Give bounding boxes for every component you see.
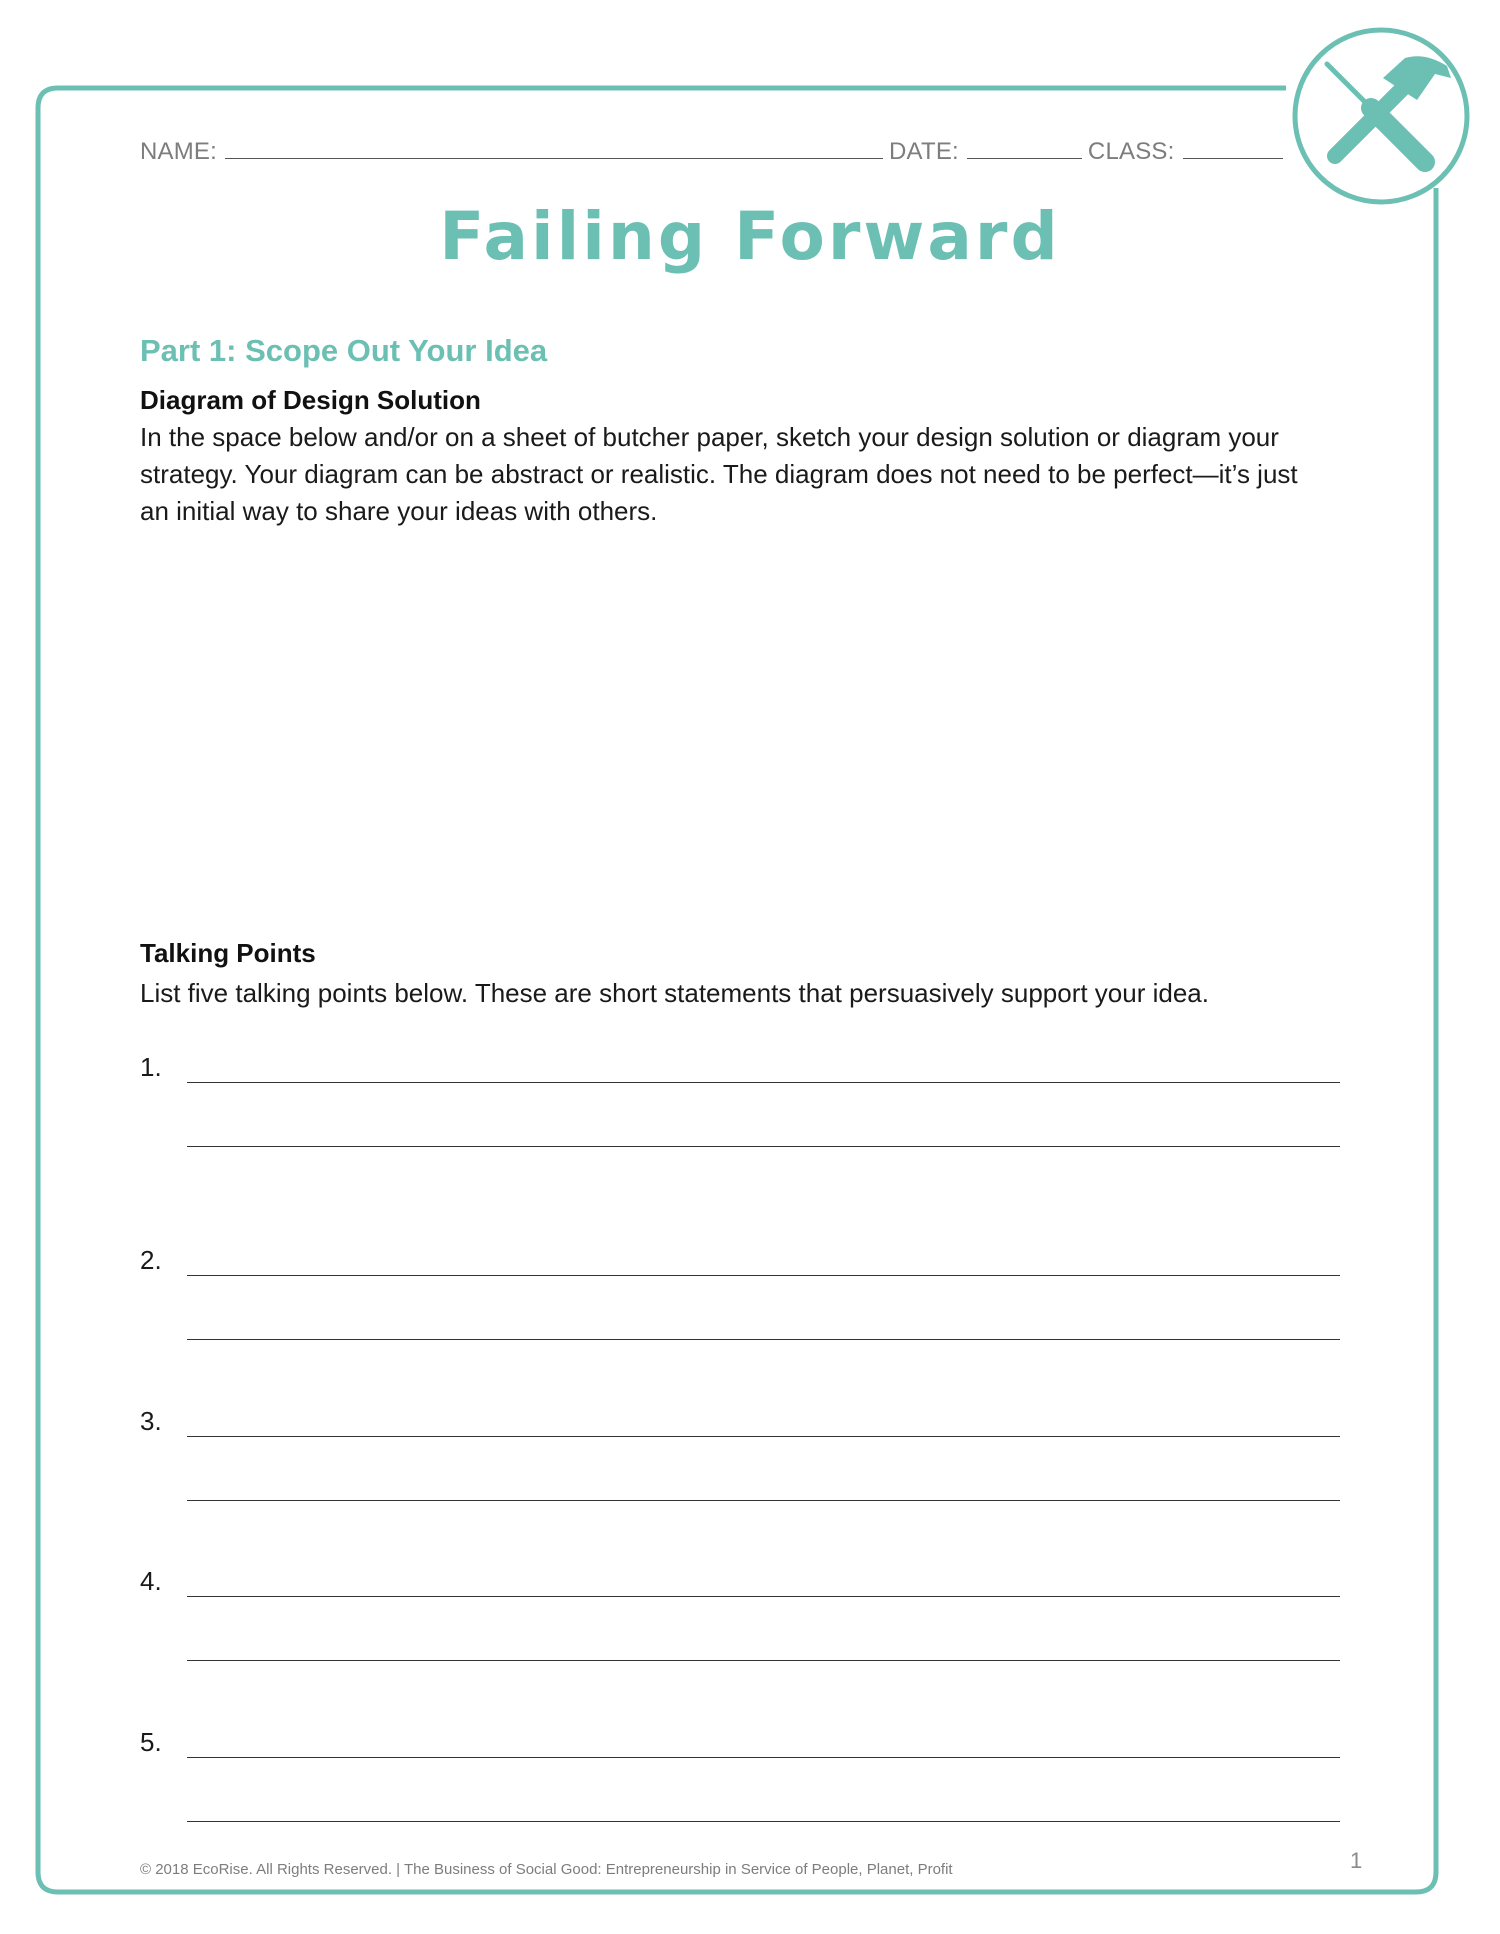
diagram-instructions	[140, 419, 1360, 530]
talking-point-3	[140, 1406, 1340, 1486]
talking-point-5	[140, 1727, 1340, 1807]
answer-line[interactable]	[187, 1821, 1340, 1822]
class-blank[interactable]	[1183, 138, 1283, 159]
footer-copyright: © 2018 EcoRise. All Rights Reserved. | The Business of Social Good: Entrepreneurship in Service of People, Planet, Profit	[140, 1861, 953, 1878]
name-label: NAME:	[140, 138, 218, 165]
page-number: 1	[1350, 1848, 1363, 1873]
answer-line[interactable]	[187, 1275, 1340, 1276]
talking-points-instructions: List five talking points below. These are short statements that persuasively support your idea.	[140, 978, 1209, 1008]
page-title: Failing Forward	[439, 198, 1061, 275]
diagram-heading: Diagram of Design Solution	[140, 385, 481, 415]
class-label: CLASS:	[1087, 138, 1175, 165]
talking-points-heading: Talking Points	[140, 938, 316, 968]
part-1-heading: Part 1: Scope Out Your Idea	[140, 333, 548, 368]
answer-line[interactable]	[187, 1146, 1340, 1147]
answer-line[interactable]	[187, 1757, 1340, 1758]
answer-line[interactable]	[187, 1339, 1340, 1340]
date-label: DATE:	[889, 138, 959, 165]
talking-point-number: 1.	[140, 1052, 162, 1082]
answer-line[interactable]	[187, 1082, 1340, 1083]
date-blank[interactable]	[967, 138, 1082, 159]
diagram-instructions-line: strategy. Your diagram can be abstract or realistic. The diagram does not need to be perfect—it’s just	[140, 459, 1298, 489]
answer-line[interactable]	[187, 1500, 1340, 1501]
answer-line[interactable]	[187, 1436, 1340, 1437]
talking-point-number: 4.	[140, 1566, 162, 1596]
talking-point-1	[140, 1052, 1340, 1132]
talking-point-2	[140, 1245, 1340, 1325]
diagram-instructions-line: In the space below and/or on a sheet of butcher paper, sketch your design solution or diagram your	[140, 422, 1279, 452]
answer-line[interactable]	[187, 1596, 1340, 1597]
talking-point-number: 3.	[140, 1406, 162, 1436]
student-info-fields	[140, 138, 1283, 166]
talking-point-number: 5.	[140, 1727, 162, 1757]
talking-point-4	[140, 1566, 1340, 1646]
name-blank[interactable]	[225, 138, 883, 159]
diagram-instructions-line: an initial way to share your ideas with others.	[140, 496, 658, 526]
answer-line[interactable]	[187, 1660, 1340, 1661]
diagram-sketch-area[interactable]	[140, 540, 1340, 920]
hammer-screwdriver-icon	[1285, 20, 1477, 212]
talking-point-number: 2.	[140, 1245, 162, 1275]
